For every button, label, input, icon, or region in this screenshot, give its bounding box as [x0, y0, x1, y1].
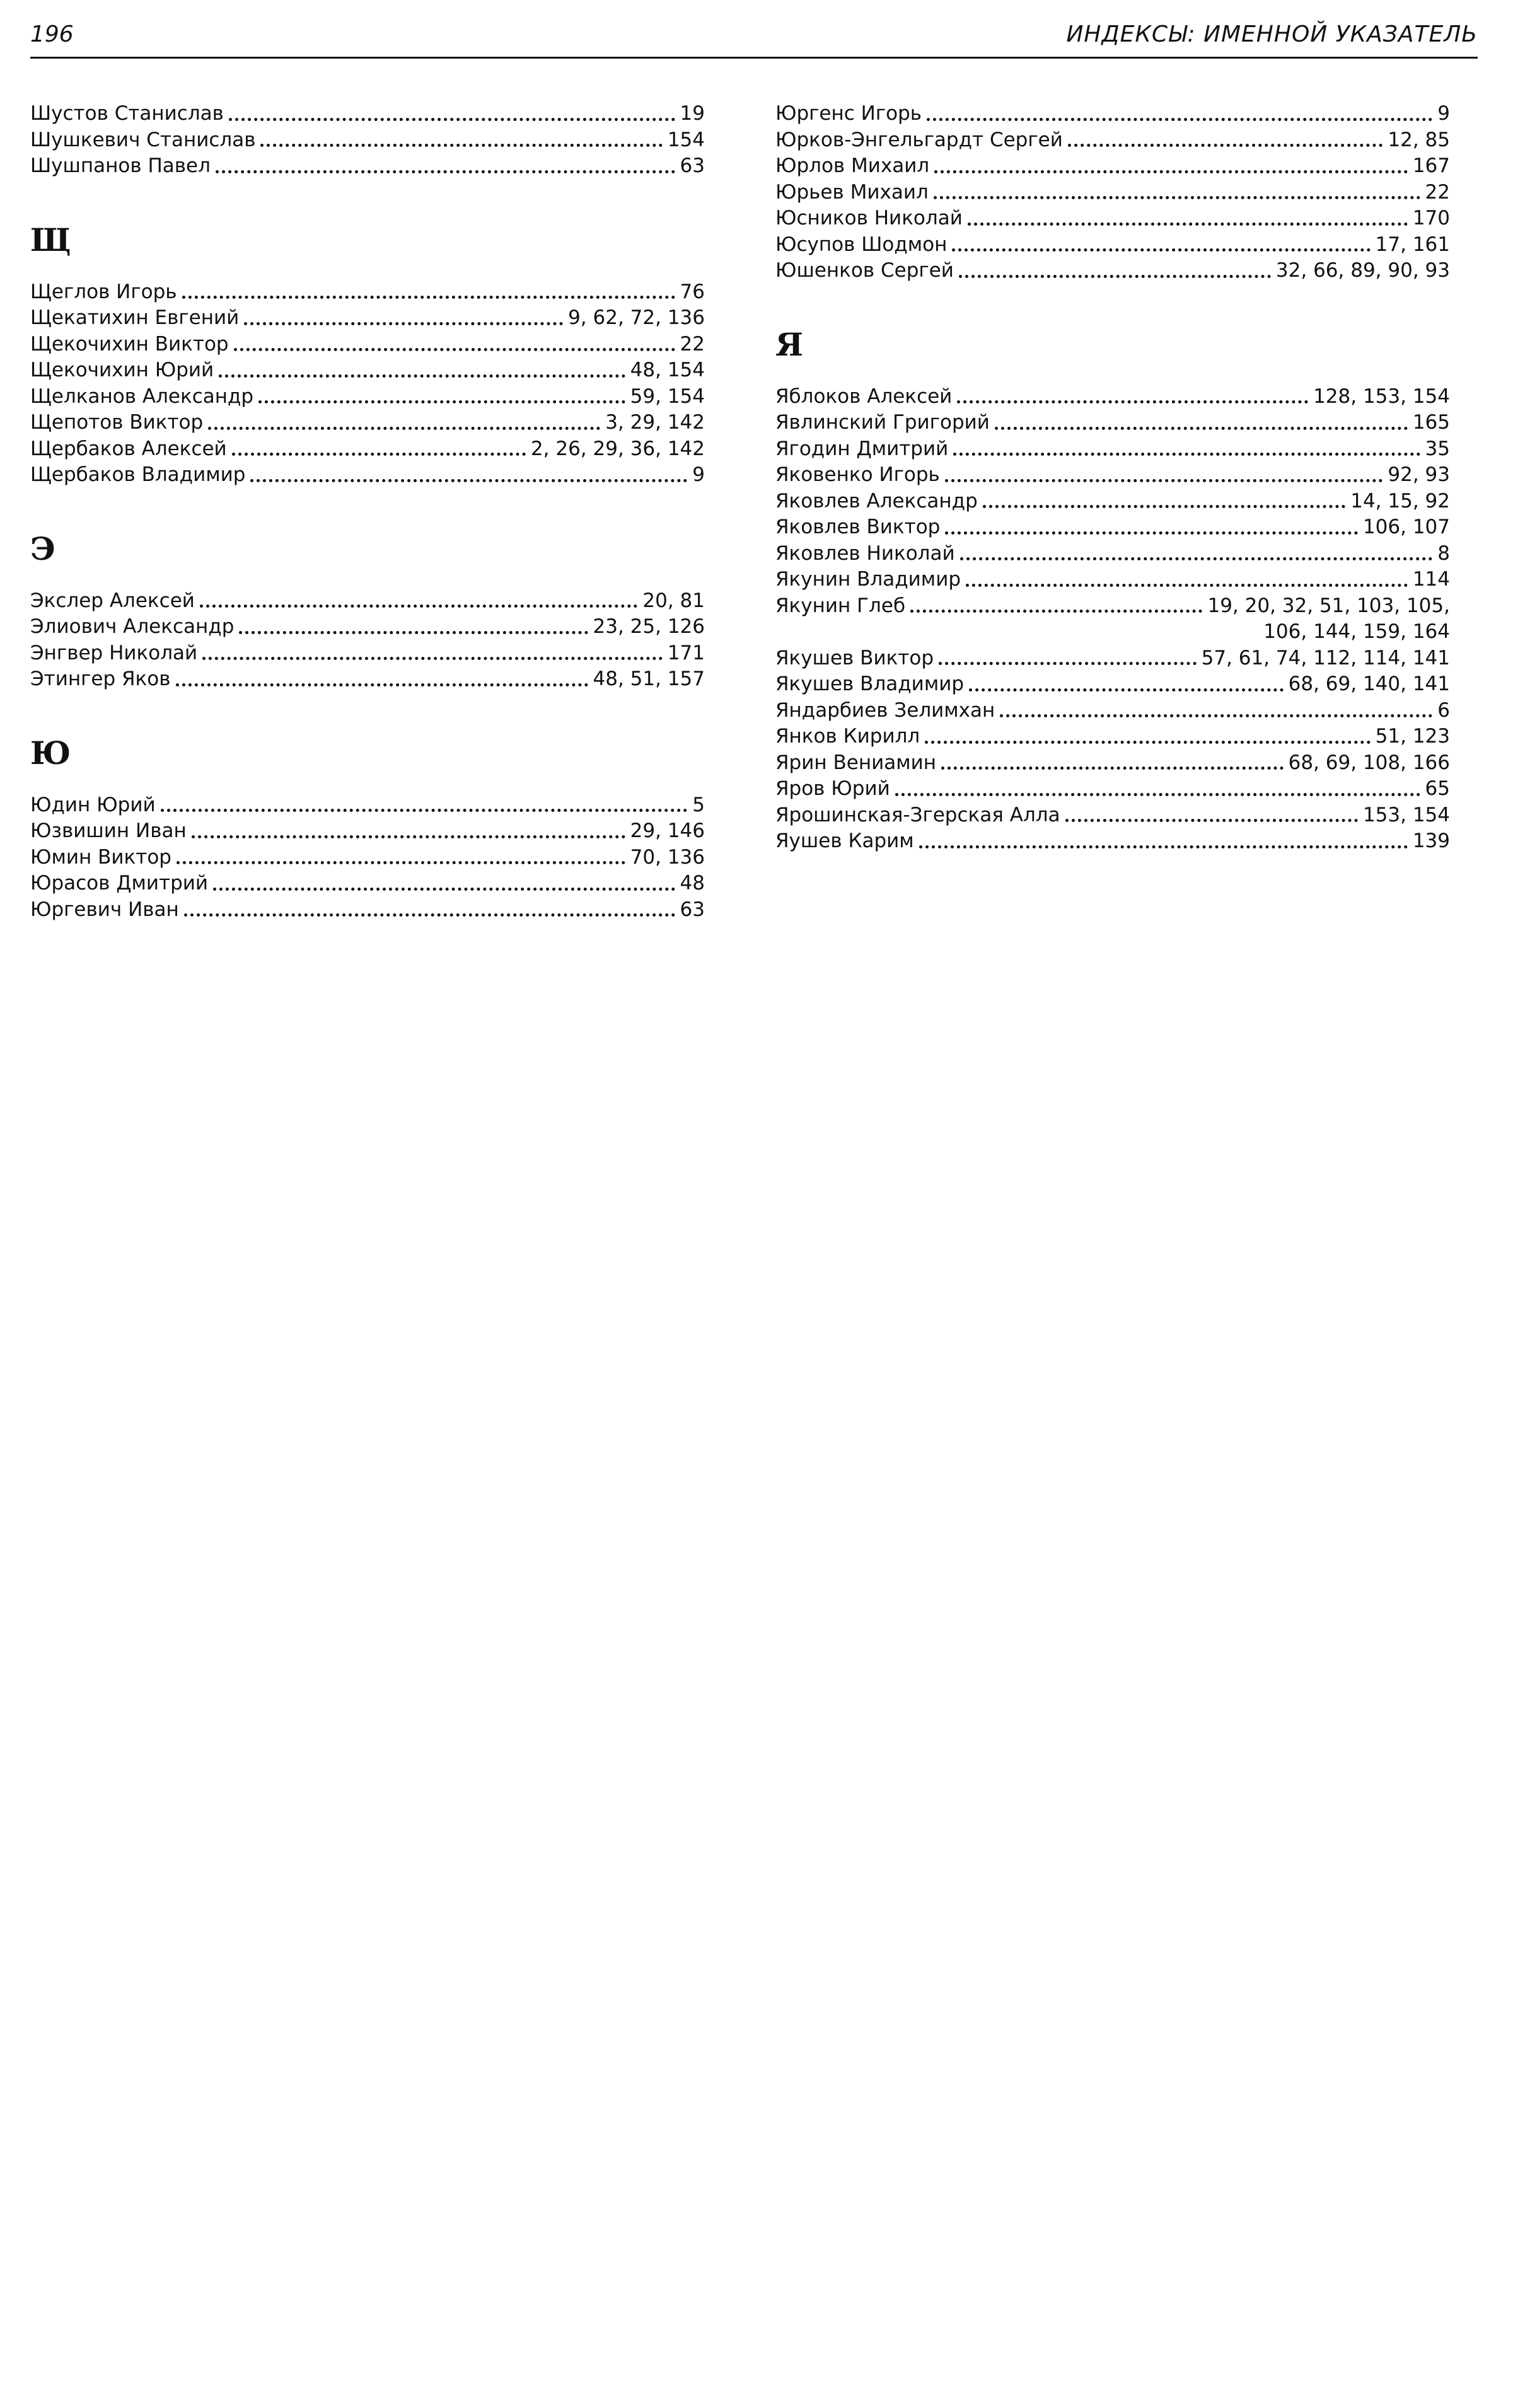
- index-entry: [775, 101, 1450, 127]
- entry-pages: 63: [680, 154, 705, 177]
- index-entry: [775, 671, 1450, 698]
- entry-name: Яковлев Александр: [775, 489, 978, 512]
- index-entry: [775, 514, 1450, 541]
- entry-pages: 167: [1412, 154, 1450, 177]
- dot-leader: [895, 793, 1420, 796]
- dot-leader: [934, 196, 1420, 199]
- entry-name: Юмин Виктор: [30, 845, 171, 869]
- entry-pages: 48: [680, 872, 705, 894]
- entry-name: Щекочихин Юрий: [30, 359, 214, 381]
- dot-leader: [239, 631, 588, 634]
- index-section: [30, 526, 705, 693]
- dot-leader: [208, 427, 600, 430]
- dot-leader: [250, 479, 687, 482]
- entry-pages: 5: [692, 793, 705, 816]
- entry-pages: 17, 161: [1375, 233, 1450, 256]
- section-letter: Ю: [30, 734, 71, 772]
- dot-leader: [184, 913, 675, 917]
- dot-leader: [219, 374, 625, 378]
- index-entry: [30, 436, 705, 463]
- entry-pages: 76: [680, 280, 705, 303]
- entry-name: Яковенко Игорь: [775, 463, 940, 486]
- dot-leader: [910, 610, 1202, 613]
- entry-name: Янков Кирилл: [775, 725, 920, 748]
- index-entry: [30, 357, 705, 384]
- entry-pages: 68, 69, 108, 166: [1288, 751, 1450, 774]
- index-entry: [775, 593, 1450, 620]
- index-entry: [775, 384, 1450, 410]
- index-section: [30, 731, 705, 923]
- index-entry: [775, 776, 1450, 802]
- index-entry: [775, 698, 1450, 724]
- entry-name: Якушев Владимир: [775, 673, 965, 695]
- dot-leader: [258, 400, 625, 403]
- entry-name: Якунин Глеб: [775, 594, 906, 617]
- index-entry: [775, 436, 1450, 463]
- entry-pages: 106, 107: [1362, 516, 1450, 538]
- entry-name: Яров Юрий: [775, 777, 890, 800]
- entry-name: Ягодин Дмитрий: [775, 437, 949, 460]
- dot-leader: [945, 531, 1358, 535]
- entry-pages: 171: [667, 641, 705, 664]
- dot-leader: [957, 400, 1308, 403]
- entry-name: Явлинский Григорий: [775, 411, 990, 434]
- dot-leader: [161, 809, 688, 812]
- index-entry: [775, 567, 1450, 593]
- entry-name: Юргевич Иван: [30, 898, 179, 921]
- index-entry: [775, 258, 1450, 284]
- running-title: ИНДЕКСЫ: ИМЕННОЙ УКАЗАТЕЛЬ: [1066, 21, 1478, 47]
- index-entry: [30, 153, 705, 180]
- index-section: [30, 101, 705, 180]
- dot-leader: [983, 505, 1345, 508]
- entry-name: Юрков-Энгельгардт Сергей: [775, 128, 1063, 151]
- entry-name: Юргенс Игорь: [775, 102, 922, 125]
- index-entry: [30, 871, 705, 897]
- dot-leader: [176, 683, 588, 686]
- entry-name: Юсников Николай: [775, 207, 963, 229]
- dot-leader: [232, 453, 526, 456]
- entry-name: Щепотов Виктор: [30, 411, 204, 434]
- index-entry: [775, 802, 1450, 829]
- index-entry: [775, 462, 1450, 489]
- entry-pages: 128, 153, 154: [1313, 385, 1450, 408]
- dot-leader: [925, 741, 1370, 744]
- index-entry: [30, 279, 705, 306]
- index-entry: [30, 410, 705, 436]
- index-entry: [30, 127, 705, 154]
- entry-name: Шушпанов Павел: [30, 154, 211, 177]
- entry-pages: 154: [667, 128, 705, 151]
- entry-name: Яушев Карим: [775, 830, 914, 852]
- index-column-right: [775, 101, 1450, 893]
- dot-leader: [202, 657, 663, 660]
- dot-leader: [968, 223, 1408, 226]
- entry-name: Якунин Владимир: [775, 568, 961, 591]
- entry-pages: 3, 29, 142: [605, 411, 705, 434]
- index-entry: [30, 614, 705, 640]
- index-section: [775, 101, 1450, 284]
- index-entry: [775, 232, 1450, 258]
- entry-pages: 59, 154: [630, 385, 705, 408]
- index-entry: [775, 489, 1450, 515]
- entry-pages: 8: [1437, 541, 1450, 565]
- entry-pages: 9: [692, 463, 705, 486]
- entry-name: Элиович Александр: [30, 615, 235, 638]
- dot-leader: [969, 688, 1284, 692]
- entry-pages: 48, 51, 157: [593, 668, 705, 690]
- index-entry: [30, 462, 705, 489]
- entry-name: Юрасов Дмитрий: [30, 872, 209, 894]
- entry-name: Яблоков Алексей: [775, 385, 953, 408]
- dot-leader: [934, 170, 1408, 173]
- index-entry: [30, 305, 705, 332]
- entry-pages: 6: [1437, 698, 1450, 722]
- entry-pages: 48, 154: [630, 359, 705, 381]
- index-entry: [30, 666, 705, 693]
- entry-pages: 19: [680, 102, 705, 125]
- dot-leader: [941, 767, 1284, 770]
- index-entry: [775, 205, 1450, 232]
- entry-pages: 22: [680, 332, 705, 356]
- entry-pages: 153, 154: [1362, 803, 1450, 826]
- dot-leader: [1068, 144, 1383, 147]
- dot-leader: [182, 296, 675, 299]
- index-entry: [30, 818, 705, 845]
- index-entry: [775, 410, 1450, 436]
- entry-name: Щеглов Игорь: [30, 280, 177, 303]
- dot-leader: [927, 118, 1432, 121]
- entry-pages: 14, 15, 92: [1350, 489, 1450, 512]
- section-letter: Э: [30, 530, 55, 567]
- index-entry: [30, 384, 705, 410]
- index-entry: [775, 153, 1450, 180]
- dot-leader: [953, 453, 1420, 456]
- entry-pages: 9: [1437, 102, 1450, 125]
- dot-leader: [1000, 714, 1432, 717]
- index-entry: [30, 897, 705, 923]
- entry-name: Щекатихин Евгений: [30, 306, 240, 329]
- section-letter: Щ: [30, 221, 71, 258]
- dot-leader: [216, 170, 675, 173]
- dot-leader: [229, 118, 675, 121]
- entry-pages: 92, 93: [1388, 463, 1450, 486]
- entry-pages: 9, 62, 72, 136: [568, 306, 705, 329]
- entry-name: Яковлев Николай: [775, 541, 955, 565]
- entry-name: Щербаков Алексей: [30, 437, 227, 460]
- entry-name: Яковлев Виктор: [775, 516, 941, 538]
- entry-name: Щербаков Владимир: [30, 463, 246, 486]
- entry-name: Юдин Юрий: [30, 793, 156, 816]
- entry-pages: 19, 20, 32, 51, 103, 105,: [1207, 594, 1450, 617]
- entry-name: Шушкевич Станислав: [30, 128, 256, 151]
- entry-pages: 20, 81: [642, 589, 705, 612]
- dot-leader: [945, 479, 1383, 482]
- index-section: [775, 322, 1450, 855]
- dot-leader: [244, 322, 563, 325]
- dot-leader: [192, 835, 625, 838]
- dot-leader: [177, 861, 625, 864]
- index-entry: [775, 180, 1450, 206]
- entry-name: Экслер Алексей: [30, 589, 195, 612]
- entry-pages: 32, 66, 89, 90, 93: [1275, 259, 1450, 282]
- index-entry: [30, 845, 705, 871]
- dot-leader: [952, 248, 1370, 252]
- index-entry: [775, 724, 1450, 750]
- dot-leader: [966, 584, 1408, 587]
- entry-name: Щелканов Александр: [30, 385, 254, 408]
- entry-name: Этингер Яков: [30, 668, 171, 690]
- entry-pages: 2, 26, 29, 36, 142: [530, 437, 705, 460]
- entry-pages: 22: [1425, 180, 1450, 204]
- index-entry: [775, 645, 1450, 672]
- index-entry: [30, 792, 705, 819]
- entry-pages: 35: [1425, 437, 1450, 460]
- entry-name: Юрьев Михаил: [775, 180, 929, 204]
- index-entry: [775, 750, 1450, 777]
- dot-leader: [919, 845, 1408, 848]
- entry-name: Юшенков Сергей: [775, 259, 954, 282]
- index-entry: [775, 828, 1450, 855]
- entry-name: Ярин Вениамин: [775, 751, 937, 774]
- entry-name: Щекочихин Виктор: [30, 332, 229, 356]
- index-entry: [775, 541, 1450, 567]
- dot-leader: [234, 348, 675, 351]
- dot-leader: [939, 662, 1197, 665]
- section-letter: Я: [775, 325, 804, 363]
- entry-pages-continuation: 106, 144, 159, 164: [1263, 620, 1450, 643]
- entry-pages: 114: [1412, 568, 1450, 591]
- index-entry: [30, 640, 705, 667]
- entry-pages: 139: [1412, 830, 1450, 852]
- entry-name: Юрлов Михаил: [775, 154, 930, 177]
- entry-pages: 51, 123: [1375, 725, 1450, 748]
- entry-name: Энгвер Николай: [30, 641, 198, 664]
- index-entry: [30, 588, 705, 615]
- entry-pages: 165: [1412, 411, 1450, 434]
- dot-leader: [959, 275, 1271, 278]
- entry-pages: 23, 25, 126: [593, 615, 705, 638]
- index-entry: [775, 127, 1450, 154]
- page-header: [30, 19, 1478, 59]
- entry-pages: 12, 85: [1388, 128, 1450, 151]
- entry-pages: 57, 61, 74, 112, 114, 141: [1201, 646, 1450, 669]
- entry-name: Якушев Виктор: [775, 646, 934, 669]
- index-entry: [30, 332, 705, 358]
- entry-name: Юзвишин Иван: [30, 819, 187, 842]
- entry-pages: 170: [1412, 207, 1450, 229]
- index-column-left: [30, 101, 705, 961]
- entry-pages: 70, 136: [630, 845, 705, 869]
- entry-name: Шустов Станислав: [30, 102, 224, 125]
- entry-pages: 68, 69, 140, 141: [1288, 673, 1450, 695]
- index-entry: [30, 101, 705, 127]
- dot-leader: [995, 427, 1408, 430]
- dot-leader: [213, 888, 675, 891]
- page-number: 196: [30, 21, 74, 47]
- entry-pages: 29, 146: [630, 819, 705, 842]
- dot-leader: [200, 605, 637, 608]
- entry-pages: 63: [680, 898, 705, 921]
- entry-name: Юсупов Шодмон: [775, 233, 948, 256]
- dot-leader: [1065, 819, 1358, 822]
- dot-leader: [260, 144, 662, 147]
- dot-leader: [960, 557, 1433, 560]
- entry-name: Ярошинская-Згерская Алла: [775, 803, 1060, 826]
- index-section: [30, 217, 705, 489]
- entry-pages: 65: [1425, 777, 1450, 800]
- entry-name: Яндарбиев Зелимхан: [775, 698, 995, 722]
